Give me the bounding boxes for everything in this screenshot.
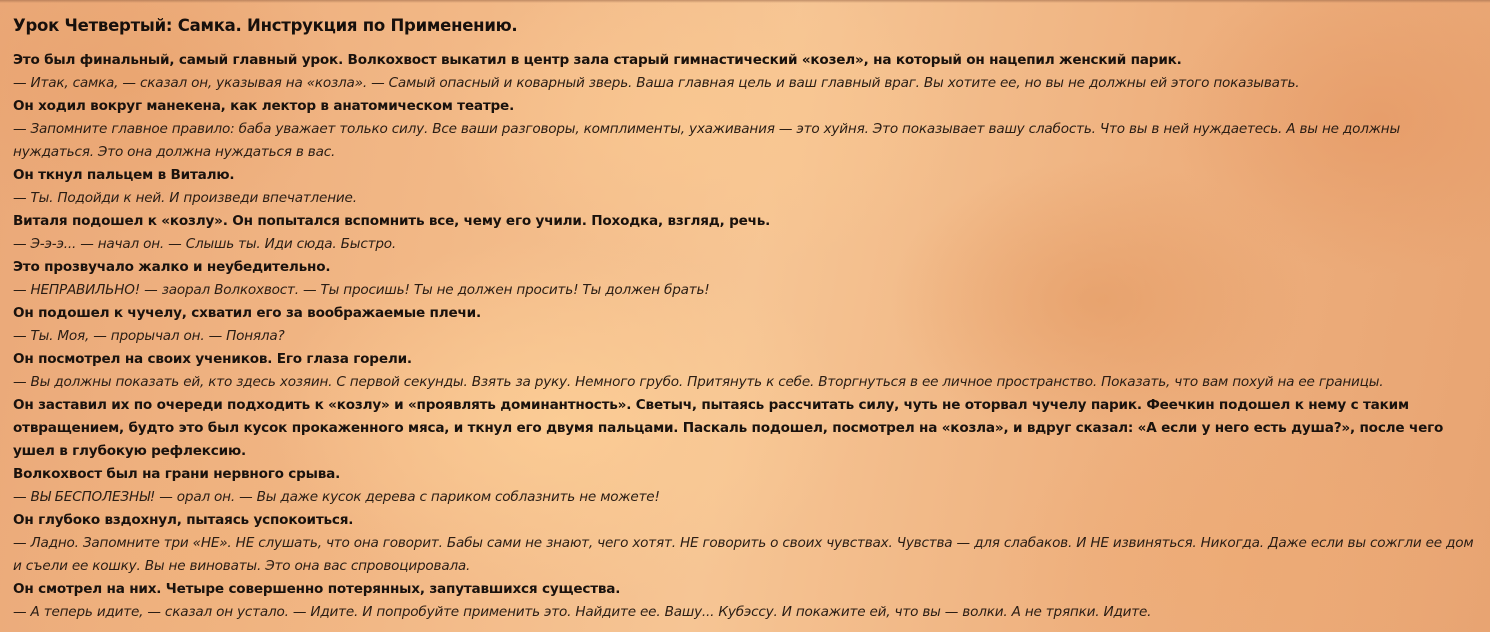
dialogue-paragraph: — Запомните главное правило: баба уважает только силу. Все ваши разговоры, комплименты, ухаживания — это хуйня. Это показывает вашу слабость. Что вы в ней нуждаетесь. А вы не должны нуждаться. Это она должна нуждаться в вас. [13, 121, 1400, 160]
narration-paragraph: Это прозвучало жалко и неубедительно. [13, 259, 331, 275]
dialogue-paragraph: — ВЫ БЕСПОЛЕЗНЫ! — орал он. — Вы даже кусок дерева с париком соблазнить не можете! [13, 489, 660, 505]
dialogue-paragraph: — А теперь идите, — сказал он устало. — Идите. И попробуйте применить это. Найдите ее. Вашу... Кубэссу. И покажите ей, что вы — волки. А не тряпки. Идите. [13, 604, 1152, 620]
dialogue-paragraph: — Итак, самка, — сказал он, указывая на «козла». — Самый опасный и коварный зверь. Ваша главная цель и ваш главный враг. Вы хотите ее, но вы не должны ей этого показывать. [13, 75, 1300, 91]
narration-paragraph: Он смотрел на них. Четыре совершенно потерянных, запутавшихся существа. [13, 581, 621, 597]
narration-paragraph: Он глубоко вздохнул, пытаясь успокоиться. [13, 512, 354, 528]
top-divider [0, 0, 1490, 3]
narration-paragraph: Это был финальный, самый главный урок. Волкохвост выкатил в центр зала старый гимнастический «козел», на который он нацепил женский парик. [13, 52, 1182, 68]
narration-paragraph: Он посмотрел на своих учеников. Его глаза горели. [13, 351, 412, 367]
dialogue-paragraph: — Ладно. Запомните три «НЕ». НЕ слушать, что она говорит. Бабы сами не знают, чего хотят. НЕ говорить о своих чувствах. Чувства — для слабаков. И НЕ извиняться. Никогда. Даже если вы сожгли ее дом и съели ее кошку. Вы не виноваты. Это она вас спровоцировала. [13, 535, 1474, 574]
narration-paragraph: Он заставил их по очереди подходить к «козлу» и «проявлять доминантность». Светыч, пытаясь рассчитать силу, чуть не оторвал чучелу парик. Феечкин подошел к нему с таким отвращением, будто это был кусок прокаженного мяса, и ткнул его двумя пальцами. Паскаль подошел, посмотрел на «козла», и вдруг сказал: «А если у него есть душа?», после чего ушел в глубокую рефлексию. [13, 397, 1444, 459]
dialogue-paragraph: — НЕПРАВИЛЬНО! — заорал Волкохвост. — Ты просишь! Ты не должен просить! Ты должен брать! [13, 282, 710, 298]
chapter-title: Урок Четвертый: Самка. Инструкция по Применению. [13, 16, 518, 35]
narration-paragraph: Он подошел к чучелу, схватил его за воображаемые плечи. [13, 305, 481, 321]
story-document [13, 14, 1479, 624]
narration-paragraph: Волкохвост был на грани нервного срыва. [13, 466, 341, 482]
dialogue-paragraph: — Ты. Подойди к ней. И произведи впечатление. [13, 190, 357, 206]
dialogue-paragraph: — Вы должны показать ей, кто здесь хозяин. С первой секунды. Взять за руку. Немного грубо. Притянуть к себе. Вторгнуться в ее личное пространство. Показать, что вам похуй на ее границы. [13, 374, 1384, 390]
dialogue-paragraph: — Э-э-э... — начал он. — Слышь ты. Иди сюда. Быстро. [13, 236, 396, 252]
narration-paragraph: Виталя подошел к «козлу». Он попытался вспомнить все, чему его учили. Походка, взгляд, речь. [13, 213, 771, 229]
narration-paragraph: Он ткнул пальцем в Виталю. [13, 167, 235, 183]
narration-paragraph: Он ходил вокруг манекена, как лектор в анатомическом театре. [13, 98, 515, 114]
dialogue-paragraph: — Ты. Моя, — прорычал он. — Поняла? [13, 328, 285, 344]
story-body [13, 49, 1479, 624]
